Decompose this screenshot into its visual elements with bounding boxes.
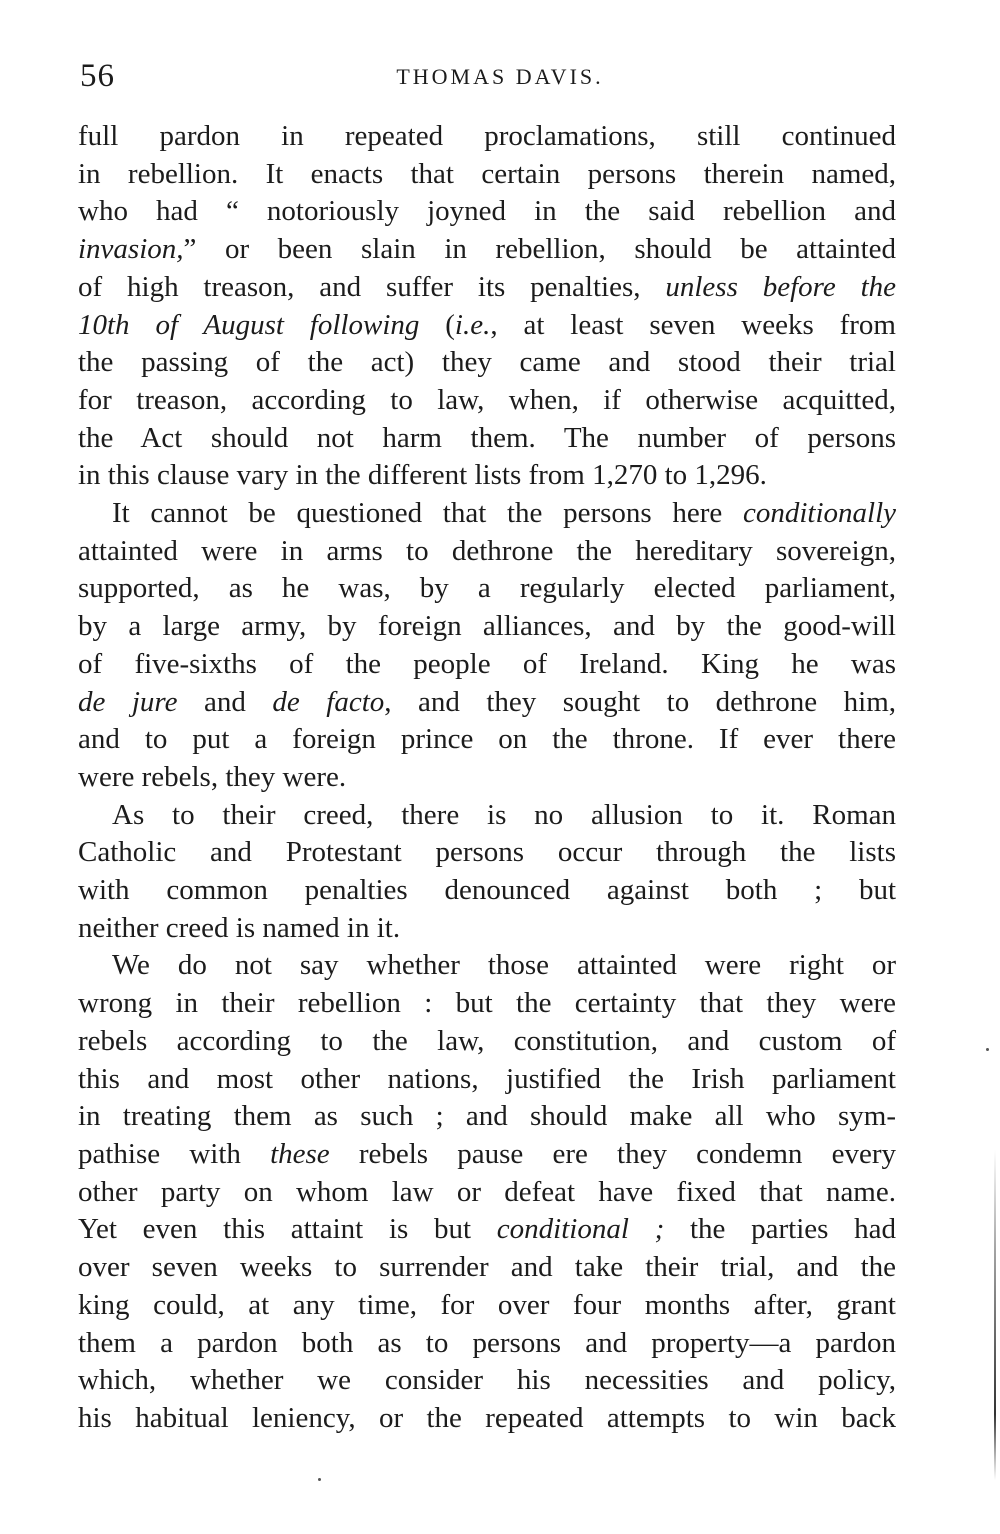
text-segment: the parties had (664, 1213, 897, 1246)
text-line: As to their creed, there is no allusion to it. Roman (112, 798, 896, 831)
text-line (78, 307, 896, 345)
text-line: wrong in their rebellion : but the certainty that they were (78, 987, 896, 1020)
text-line: and to put a foreign prince on the throne. If ever there (78, 723, 896, 756)
text-line: rebels according to the law, constitution, and custom of (78, 1024, 896, 1057)
text-line: in treating them as such ; and should make all who sym- (78, 1100, 896, 1133)
ink-speck (318, 1478, 321, 1481)
italic-text: unless before the (665, 270, 896, 303)
italic-text: de jure (78, 685, 178, 718)
text-line: of five-sixths of the people of Ireland. King he was (78, 647, 896, 680)
text-segment: of high treason, and suffer its penalties, (78, 270, 666, 303)
text-line (78, 1211, 896, 1249)
italic-text: 10th of August following (78, 308, 420, 341)
text-segment: pathise with (78, 1137, 271, 1170)
text-segment: and (177, 685, 273, 718)
page-number: 56 (80, 58, 115, 94)
ink-speck (986, 1048, 989, 1051)
text-line (78, 1136, 896, 1174)
text-segment: It cannot be questioned that the persons here (112, 497, 743, 530)
text-line: in rebellion. It enacts that certain persons therein named, (78, 157, 896, 190)
text-line (78, 495, 896, 533)
text-line: supported, as he was, by a regularly elected parliament, (78, 572, 896, 605)
text-line (78, 269, 896, 307)
text-segment: Yet even this attaint is but (78, 1213, 497, 1246)
text-line: with common penalties denounced against both ; but (78, 874, 896, 907)
text-line: over seven weeks to surrender and take their trial, and the (78, 1251, 896, 1284)
text-line: We do not say whether those attainted were right or (112, 949, 896, 982)
text-segment: ( (419, 308, 455, 341)
text-segment: rebels pause ere they condemn every (329, 1137, 897, 1170)
italic-text: de facto (272, 685, 385, 718)
text-line: other party on whom law or defeat have fixed that name. (78, 1175, 896, 1208)
italic-text: invasion, (78, 233, 184, 266)
text-line: which, whether we consider his necessities and policy, (78, 1364, 896, 1397)
text-line: the passing of the act) they came and stood their trial (78, 346, 896, 379)
text-segment: , at least seven weeks from (490, 308, 896, 341)
text-line: who had “ notoriously joyned in the said rebellion and (78, 195, 896, 228)
text-line: were rebels, they were. (78, 760, 347, 793)
italic-text: conditional ; (496, 1213, 665, 1246)
text-segment: , and they sought to dethrone him, (384, 685, 897, 718)
body-text (78, 118, 896, 1438)
text-line: them a pardon both as to persons and property—a pardon (78, 1326, 896, 1359)
text-line: neither creed is named in it. (78, 911, 401, 944)
italic-text: these (270, 1137, 330, 1170)
text-line: by a large army, by foreign alliances, and by the good-will (78, 610, 896, 643)
text-line: full pardon in repeated proclamations, still continued (78, 120, 896, 152)
text-line: the Act should not harm them. The number of persons (78, 421, 896, 454)
running-title: THOMAS DAVIS. (396, 64, 604, 89)
text-line: king could, at any time, for over four months after, grant (78, 1288, 896, 1321)
text-line: for treason, according to law, when, if otherwise acquitted, (78, 383, 896, 416)
text-line: in this clause vary in the different lists from 1,270 to 1,296. (78, 459, 767, 492)
italic-text: conditionally (742, 497, 896, 530)
text-segment: ” or been slain in rebellion, should be attainted (183, 233, 896, 266)
text-line: Catholic and Protestant persons occur through the lists (78, 836, 896, 869)
text-line: this and most other nations, justified the Irish parliament (78, 1062, 896, 1095)
page-edge-shadow (994, 1150, 996, 1480)
text-line: attainted were in arms to dethrone the hereditary sovereign, (78, 534, 896, 567)
text-line: his habitual leniency, or the repeated attempts to win back (78, 1401, 896, 1434)
text-line (78, 684, 896, 722)
text-line (78, 231, 896, 269)
italic-text: i.e. (454, 308, 491, 341)
